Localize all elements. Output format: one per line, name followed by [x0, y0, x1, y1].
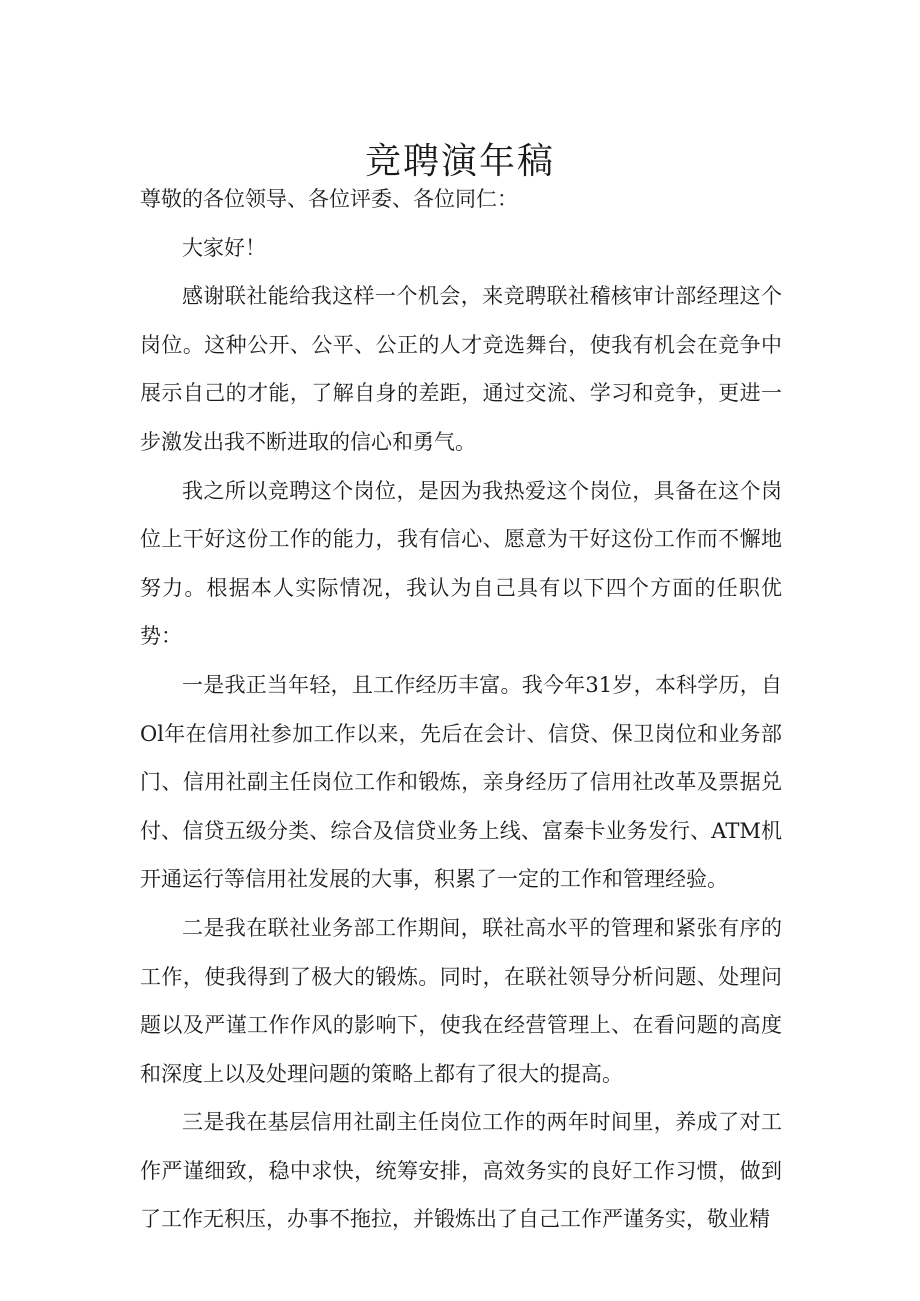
paragraph-opportunity: 感谢联社能给我这样一个机会，来竞聘联社稽核审计部经理这个岗位。这种公开、公平、公正的人才竞选舞台，使我有机会在竞争中展示自己的才能，了解自身的差距，通过交流、学习和竞争，更进一步激发出我不断进取的信心和勇气。	[140, 284, 782, 454]
document-title: 竞聘演年稿	[364, 141, 555, 183]
paragraph-advantage-one: 一是我正当年轻，且工作经历丰富。我今年31岁，本科学历，自Ol年在信用社参加工作以来，先后在会计、信贷、保卫岗位和业务部门、信用社副主任岗位工作和锻炼，亲身经历了信用社改革及票据兑付、信贷五级分类、综合及信贷业务上线、富秦卡业务发行、ATM机开通运行等信用社发展的大事，积累了一定的工作和管理经验。	[140, 672, 782, 892]
paragraph-advantage-two: 二是我在联社业务部工作期间，联社高水平的管理和紧张有序的工作，使我得到了极大的锻炼。同时，在联社领导分析问题、处理问题以及严谨工作作风的影响下，使我在经营管理上、在看问题的高度和深度上以及处理问题的策略上都有了很大的提高。	[140, 915, 782, 1086]
salutation: 尊敬的各位领导、各位评委、各位同仁：	[140, 187, 518, 211]
paragraph-reasons: 我之所以竞聘这个岗位，是因为我热爱这个岗位，具备在这个岗位上干好这份工作的能力，我有信心、愿意为干好这份工作而不懈地努力。根据本人实际情况，我认为自己具有以下四个方面的任职优势：	[140, 478, 782, 649]
paragraph-advantage-three: 三是我在基层信用社副主任岗位工作的两年时间里，养成了对工作严谨细致，稳中求快，统筹安排，高效务实的良好工作习惯，做到了工作无积压，办事不拖拉，并锻炼出了自己工作严谨务实，敬业精	[140, 1110, 782, 1232]
document-body	[140, 175, 782, 1244]
greeting: 大家好！	[182, 235, 266, 260]
